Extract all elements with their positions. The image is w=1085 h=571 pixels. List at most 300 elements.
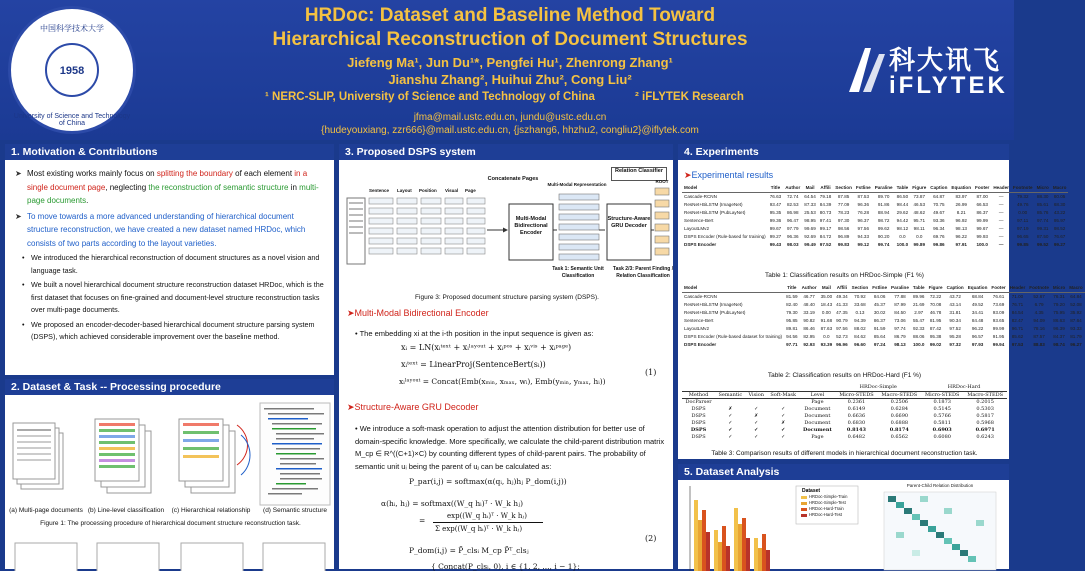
table-cell: 87.57	[1033, 333, 1045, 339]
table-header-cell: Mail	[819, 284, 835, 292]
contribution-1: • We introduced the hierarchical reconstruction of document structures as a novel vision and language task.	[21, 252, 326, 277]
table-cell: 78.16	[1033, 325, 1045, 331]
table-cell: 85.64	[873, 333, 886, 339]
table-cell: 96.34	[933, 225, 945, 231]
table-cell: 81.79	[1070, 333, 1082, 339]
table-3	[682, 384, 1007, 440]
bar-group	[694, 500, 770, 571]
table-cell: 0.0	[899, 233, 906, 239]
table-header-cell: Micro	[1036, 185, 1049, 191]
table-cell: 99.62	[877, 225, 890, 231]
table-cell: 92.33	[912, 325, 925, 331]
table-cell: 0.6971	[975, 426, 995, 433]
equation-2e: { Concat(P_clsᵢ, 0), i ∈ {1, 2, ..., i − 1};	[431, 562, 580, 571]
table-cell: 52.67	[1033, 293, 1045, 299]
table-header-cell: Section	[835, 185, 852, 191]
table-cell: DSPS Encoder	[684, 241, 717, 247]
table-cell: 97.71	[786, 341, 798, 347]
table-cell: 91.95	[992, 333, 1005, 339]
email-line-2: {hudeyouxiang, zzr666}@mail.ustc.edu.cn, {jszhang6, hhzhu2, congliu2}@iflytek.com	[321, 125, 699, 136]
table-cell: 98.52	[1053, 225, 1066, 231]
section-experiments	[677, 143, 1083, 460]
table-cell: 82.40	[786, 301, 798, 307]
table-cell: 84.37	[1053, 333, 1065, 339]
table-cell: 95.35	[769, 209, 782, 215]
equation-2c-denominator: Σ exp((W_q hᵢ)ᵀ · W_k hⱼ)	[435, 525, 523, 533]
table-cell: 0.2015	[976, 398, 994, 405]
table-header-cell: Paraline	[874, 185, 893, 191]
table-3-group-hard: HRDoc-Hard	[921, 384, 1007, 391]
table-cell: 83.97	[955, 193, 967, 199]
table-cell: 96.57	[971, 333, 984, 339]
table-header-cell: Paraline	[891, 285, 909, 291]
table-cell: ✓	[754, 419, 759, 426]
authors-line-2: Jianshu Zhang², Huihui Zhu², Cong Liu²	[388, 72, 632, 87]
table-cell: 72.22	[929, 293, 942, 299]
table-cell: ResNet+BiLSTM (ImageNet)	[684, 201, 743, 207]
iflytek-mark-icon	[845, 40, 887, 98]
table-cell: 91.59	[873, 325, 886, 331]
table-cell: 99.99	[992, 325, 1005, 331]
thumbnail-page	[97, 543, 159, 571]
table-cell: 0.8174	[889, 426, 909, 433]
table-cell: Page	[811, 433, 824, 440]
table-cell: 43.22	[1053, 209, 1066, 215]
contribution-3: • We proposed an encoder-decoder-based hierarchical document structure parsing system (DSPS), which achieved considerable improvement over the baseline method.	[21, 319, 326, 344]
table-cell: 97.91	[955, 241, 967, 247]
table-header-cell: Footer	[975, 185, 990, 191]
table-cell: 98.13	[894, 341, 906, 347]
table-cell: 93.36	[933, 217, 945, 223]
table-cell: 84.54	[1011, 309, 1024, 315]
table-cell: 98.72	[877, 217, 890, 223]
equation-2-number: (2)	[645, 534, 657, 543]
table-2-caption: Table 2: Classification results on HRDoc-Hard (F1 %)	[767, 372, 922, 379]
table-header-cell: Semantic	[715, 391, 745, 398]
table-cell: 89.70	[877, 193, 890, 199]
table-cell: 98.11	[913, 225, 925, 231]
table-cell: Document	[804, 412, 831, 419]
table-cell: 88.83	[1033, 341, 1045, 347]
table-cell: 99.74	[877, 241, 890, 247]
table-cell: 0.6636	[847, 412, 866, 419]
legend-title: Dataset	[802, 488, 821, 494]
sub-caption-a: (a) Multi-page documents	[9, 507, 83, 514]
equation-2d: P_dom(i,j) = P̃_clsᵢ M_cp P̃ᵀ_clsⱼ	[409, 546, 529, 555]
table-cell: ✓	[754, 433, 759, 440]
semantic-structure-tree-icon	[260, 403, 330, 505]
table-header-cell: Micro-STEDS	[921, 391, 963, 398]
table-row	[682, 200, 1068, 208]
table-header-cell: Macro	[1052, 185, 1067, 191]
section-heading: 2. Dataset & Task -- Processing procedure	[5, 379, 334, 395]
table-cell: 76.71	[1011, 301, 1024, 307]
table-cell: 73.69	[992, 301, 1005, 307]
table-cell: 97.56	[836, 325, 848, 331]
table-cell: 99.67	[976, 225, 988, 231]
table-cell: 41.33	[836, 301, 848, 307]
iflytek-en-name: iFLYTEK	[889, 72, 1008, 99]
table-cell: 2.97	[914, 309, 924, 315]
table-cell: 46.77	[803, 293, 815, 299]
equation-2c-eq: =	[419, 516, 426, 525]
table-cell: 87.85	[837, 193, 850, 199]
table-cell: 0.6482	[847, 433, 866, 440]
table-cell: 87.42	[929, 325, 942, 331]
table-cell: 68.84	[971, 293, 984, 299]
legend-entries	[809, 494, 847, 518]
table-header-cell: Affili	[834, 284, 850, 292]
table-cell: 33.68	[854, 301, 866, 307]
thumbnail-page	[263, 543, 325, 571]
col-layout: Layout	[397, 188, 412, 193]
table-cell: 96.71	[1011, 325, 1024, 331]
table-cell: 96.27	[1070, 341, 1082, 347]
figure-1-caption: Figure 1: The processing procedure of hierarchical document structure reconstruction task.	[40, 520, 301, 527]
table-3-group-simple: HRDoc-Simple	[835, 384, 921, 391]
table-cell: ✓	[781, 412, 786, 419]
table-cell: 79.20	[1053, 301, 1065, 307]
table-cell: ResNet+BiLSTM (ImageNet)	[684, 301, 743, 307]
table-cell: 69.76	[933, 233, 945, 239]
table-cell: 95.28	[949, 333, 961, 339]
table-cell: DocParser	[685, 398, 712, 405]
table-cell: 99.94	[992, 341, 1005, 347]
table-cell: —	[998, 201, 1004, 207]
table-cell: 90.34	[949, 317, 961, 323]
table-cell: 88.02	[854, 325, 866, 331]
table-cell: 45.37	[873, 301, 886, 307]
legend-entry: HRDoc-Hard-Train	[809, 506, 844, 511]
affiliation-1: ¹ NERC-SLIP, University of Science and Technology of China	[265, 91, 595, 103]
table-cell: 99.27	[1053, 241, 1066, 247]
table-header-cell: Title	[768, 184, 784, 192]
table-cell: 90.79	[836, 317, 848, 323]
table-row	[682, 292, 1085, 300]
table-cell: 8.21	[956, 209, 966, 215]
table-cell: 84.06	[873, 293, 886, 299]
table-cell: 81.59	[786, 293, 798, 299]
table-cell: 0.6562	[890, 433, 909, 440]
table-cell: 97.19	[1017, 225, 1029, 231]
table-cell: 100.0	[976, 241, 988, 247]
table-header-cell: Macro-STEDS	[877, 391, 921, 398]
table-cell: 46.78	[929, 309, 942, 315]
table-cell: 0.2361	[847, 398, 866, 405]
table-cell: 21.69	[912, 301, 925, 307]
table-cell: 96.36	[857, 201, 870, 207]
table-cell: 0.6149	[847, 405, 866, 412]
table-cell: 48.62	[913, 209, 925, 215]
table-cell: 88.06	[912, 333, 925, 339]
table-cell: 79.32	[1017, 193, 1029, 199]
table-cell: 99.67	[769, 225, 782, 231]
table-header-cell: Figure	[912, 185, 927, 191]
table-cell: 82.53	[787, 201, 799, 207]
table-cell: 48.40	[803, 301, 815, 307]
fraction-bar	[433, 522, 543, 523]
relation-classifier-box: Relation Classifier	[611, 167, 667, 181]
table-cell: 18.43	[820, 301, 833, 307]
motivation-bullet-2: ➤ To move towards a more advanced understanding of hierarchical document structure reconstruction, we have created a new dataset named HRDoc, which consists of two parts according to the layout varieties.	[13, 210, 326, 251]
table-header-cell: Caption	[930, 185, 948, 191]
table-cell: DSPS	[691, 412, 706, 419]
table-cell: 94.33	[857, 233, 870, 239]
table-cell: 99.99	[976, 217, 988, 223]
table-cell: 90.20	[877, 233, 890, 239]
table-cell: 94.39	[854, 317, 866, 323]
table-cell: 99.02	[929, 341, 942, 347]
table-cell: 98.03	[787, 241, 799, 247]
table-cell: DSPS Encoder (Rule-based for training)	[684, 233, 766, 239]
table-cell: 87.63	[820, 325, 833, 331]
encoder-box: Multi-Modal Bidirectional Encoder	[514, 216, 548, 236]
table-cell: 87.99	[894, 301, 906, 307]
table-header-cell: Fstline	[872, 285, 888, 291]
table-cell: ✓	[781, 405, 786, 412]
col-sentence: Sentence	[369, 188, 390, 193]
table-cell: 76.61	[992, 293, 1005, 299]
table-cell: ✗	[728, 405, 733, 412]
table-row	[682, 316, 1085, 324]
subsection-results: ➤ Experimental results	[684, 170, 773, 181]
table-cell: 84.39	[819, 201, 832, 207]
table-cell: 0.13	[855, 309, 865, 315]
root-label: ROOT	[655, 179, 669, 184]
table-cell: 43.72	[949, 293, 961, 299]
table-cell: 92.69	[804, 233, 816, 239]
table-cell: 49.67	[933, 209, 945, 215]
sub-caption-b: (b) Line-level classification	[87, 507, 165, 514]
table-cell: 76.31	[1053, 293, 1065, 299]
table-cell: 100.0	[912, 341, 925, 347]
table-row	[682, 398, 1007, 405]
table-cell: DSPS	[691, 433, 706, 440]
table-cell: 4.35	[1034, 309, 1044, 315]
subsection-decoder: ➤ Structure-Aware GRU Decoder	[347, 402, 478, 413]
table-cell: 0.6690	[890, 412, 909, 419]
table-cell: ✓	[728, 412, 733, 419]
table-cell: 0.0	[916, 233, 923, 239]
ustc-logo	[8, 6, 136, 134]
table-header-cell: Macro-STEDS	[963, 391, 1007, 398]
table-cell: 99.12	[857, 241, 870, 247]
table-cell: 99.86	[933, 241, 945, 247]
table-row	[682, 308, 1085, 316]
table-cell: LayoutLMv2	[684, 225, 710, 231]
table-row	[682, 426, 1007, 433]
title-line-2: Hierarchical Reconstruction of Document Structures	[272, 29, 748, 50]
table-cell: 97.24	[873, 341, 886, 347]
table-cell: 87.33	[804, 201, 816, 207]
table-cell: 49.76	[1017, 201, 1029, 207]
table-row	[682, 324, 1085, 332]
subsection-encoder: ➤ Multi-Modal Bidirectional Encoder	[347, 308, 489, 319]
table-cell: 92.93	[803, 341, 815, 347]
dsps-architecture-diagram	[343, 164, 674, 292]
table-cell: 88.94	[877, 209, 890, 215]
table-cell: 99.49	[804, 241, 816, 247]
table-row	[682, 208, 1068, 216]
table-cell: 97.53	[1011, 341, 1024, 347]
table-header-cell: Affili	[818, 184, 834, 192]
table-cell: 84.62	[854, 333, 866, 339]
table-cell: 97.52	[949, 325, 961, 331]
table-cell: 70.08	[929, 301, 942, 307]
table-cell: 82.47	[1011, 317, 1024, 323]
table-cell: 0.8143	[846, 426, 866, 433]
email-line-1: jfma@mail.ustc.edu.cn, jundu@ustc.edu.cn	[413, 112, 607, 123]
table-header-cell: Figure	[928, 285, 943, 291]
table-cell: 96.37	[857, 217, 870, 223]
line-classification-icon	[95, 419, 151, 493]
table-cell: 98.12	[896, 225, 909, 231]
table-cell: 0.6903	[932, 426, 952, 433]
table-header-cell: Author	[801, 285, 817, 291]
table-cell: 99.27	[769, 233, 782, 239]
table-cell: 98.74	[1053, 341, 1065, 347]
table-cell: 96.89	[837, 233, 850, 239]
table-cell: 72.74	[787, 193, 799, 199]
table-cell: —	[998, 209, 1004, 215]
section-heading: 5. Dataset Analysis	[678, 464, 1009, 480]
table-cell: 35.92	[1070, 309, 1082, 315]
table-cell: 87.00	[976, 193, 988, 199]
table-cell: 97.11	[1017, 217, 1029, 223]
thumbnail-page	[181, 543, 243, 571]
motivation-bullet-1: ➤ Most existing works mainly focus on splitting the boundary of each element in a single document page, neglecting the reconstruction of semantic structure in multi-page documents.	[13, 167, 326, 208]
table-2	[682, 284, 1083, 348]
col-page: Page	[465, 188, 476, 193]
table-cell: 0.00	[821, 309, 831, 315]
table-header-cell: Section	[851, 285, 869, 291]
table-header-cell: Caption	[946, 285, 964, 291]
table-cell: 86.63	[1053, 317, 1065, 323]
table-header-cell: Table	[912, 285, 925, 291]
table-header-cell: Model	[682, 184, 768, 192]
table-cell: 93.39	[820, 341, 833, 347]
table-cell: 26.99	[955, 201, 967, 207]
table-cell: 86.37	[976, 209, 988, 215]
table-cell: 43.14	[949, 301, 961, 307]
table-cell: 99.93	[976, 233, 988, 239]
table-row	[682, 240, 1068, 248]
table-cell: 0.6888	[890, 419, 909, 426]
table-cell	[767, 398, 800, 405]
table-cell: 98.95	[804, 217, 816, 223]
col-visual: Visual	[445, 188, 459, 193]
concat-pages-label: Concatenate Pages	[487, 176, 539, 182]
table-cell: 49.52	[971, 301, 984, 307]
table-cell: 0.5811	[933, 419, 951, 426]
table-cell: 70.92	[854, 293, 866, 299]
table-row	[682, 419, 1007, 426]
multi-page-stack-icon	[13, 423, 63, 489]
table-cell: 84.72	[819, 233, 832, 239]
table-cell: 0.6080	[933, 433, 951, 440]
table-cell: 52.73	[836, 333, 848, 339]
hierarchical-relationship-icon	[179, 419, 250, 493]
section-heading: 3. Proposed DSPS system	[339, 144, 673, 160]
table-row	[682, 433, 1007, 440]
iflytek-cn-name: 科大讯飞	[889, 45, 1002, 75]
table-cell: ✓	[728, 419, 733, 426]
table-cell: 99.43	[769, 241, 782, 247]
table-cell: 96.22	[971, 325, 984, 331]
legend-entry: HRDoc-Simple-Test	[809, 500, 846, 505]
table-cell: 99.89	[913, 241, 925, 247]
table-cell: ResNet+BiLSTM (PubLayNet)	[684, 209, 746, 215]
table-cell: 0.0	[823, 333, 830, 339]
table-header-cell: Micro	[1052, 285, 1066, 291]
table-cell: 95.38	[929, 333, 942, 339]
heatmap-title: Parent-Child Relation Distribution	[906, 483, 974, 488]
table-cell: 96.39	[1053, 325, 1065, 331]
decoder-text: • We introduce a soft-mask operation to adjust the attention distribution for better use of domain-specific knowledge. More specifically, we calculate the child-parent distribution matrix M_cp ∈ R^((C+1)×C) by counting different types of child-parent pairs. The probability of semantic unit uᵢ being the parent of uⱼ can be calculated as:	[355, 424, 665, 471]
table-row	[682, 332, 1085, 340]
table-row	[682, 412, 1007, 419]
table-cell: 6.79	[1034, 301, 1044, 307]
table-cell: ✓	[754, 426, 759, 433]
task1-label: Task 1: Semantic Unit Classification	[552, 266, 604, 279]
logo-year: 1958	[59, 65, 85, 77]
table-cell: ✓	[754, 405, 759, 412]
table-cell: 97.32	[949, 341, 961, 347]
table-cell: 97.41	[819, 217, 832, 223]
table-cell: 99.36	[769, 217, 782, 223]
table-cell: ✓	[728, 426, 733, 433]
table-cell: 99.83	[837, 241, 850, 247]
table-row	[682, 405, 1007, 412]
sub-caption-c: (c) Hierarchical relationship	[171, 507, 251, 514]
table-cell: 0.6243	[976, 433, 994, 440]
table-cell: 93.47	[769, 201, 782, 207]
encoder-text: • The embedding xi at the i-th position in the input sequence is given as:	[355, 329, 594, 338]
table-cell: 97.56	[857, 225, 870, 231]
figure-3-caption: Figure 3: Proposed document structure parsing system (DSPS).	[415, 294, 599, 301]
table-cell: ResNet+BiLSTM (PubLayNet)	[684, 309, 746, 315]
table-cell: LayoutLMv2	[684, 325, 710, 331]
table-cell: 0.2506	[890, 398, 909, 405]
table-cell: 87.50	[1036, 233, 1049, 239]
table-cell: 97.93	[971, 341, 984, 347]
table-header-cell: Equation	[967, 285, 988, 291]
table-cell: 84.48	[971, 317, 984, 323]
table-cell: 89.96	[912, 293, 925, 299]
table-cell: 86.46	[803, 325, 815, 331]
table-cell: 49.34	[836, 293, 848, 299]
table-cell: 30.02	[873, 309, 886, 315]
poster-header	[0, 0, 1014, 140]
equation-1a: xᵢ = LN(xᵢᵗᵉˣᵗ + xᵢˡᵃʸᵒᵘᵗ + xᵢᵖᵒˢ + xᵢᵛⁱˢ + xᵢᵖᵃᵍᵉ)	[401, 343, 572, 352]
table-cell: 76.63	[769, 193, 782, 199]
table-cell: 79.18	[819, 193, 832, 199]
iflytek-logo	[845, 34, 1008, 106]
authors-line-1: Jiefeng Ma¹, Jun Du¹*, Pengfei Hu¹, Zhenrong Zhang¹	[347, 55, 673, 70]
table-cell: 64.84	[1070, 293, 1082, 299]
table-cell: ✓	[781, 426, 786, 433]
table-row	[682, 216, 1068, 224]
table-cell: 0.5145	[933, 405, 951, 412]
table-cell: 98.56	[837, 225, 850, 231]
section-heading: 1. Motivation & Contributions	[5, 144, 334, 160]
table-cell: 79.30	[786, 309, 798, 315]
table-cell: 75.95	[1053, 309, 1065, 315]
table-cell: 97.79	[787, 225, 799, 231]
table-cell: 93.65	[992, 317, 1005, 323]
task23-label: Task 2/3: Parent Finding / Relation Classification	[612, 266, 674, 279]
table-cell: 84.50	[894, 309, 906, 315]
